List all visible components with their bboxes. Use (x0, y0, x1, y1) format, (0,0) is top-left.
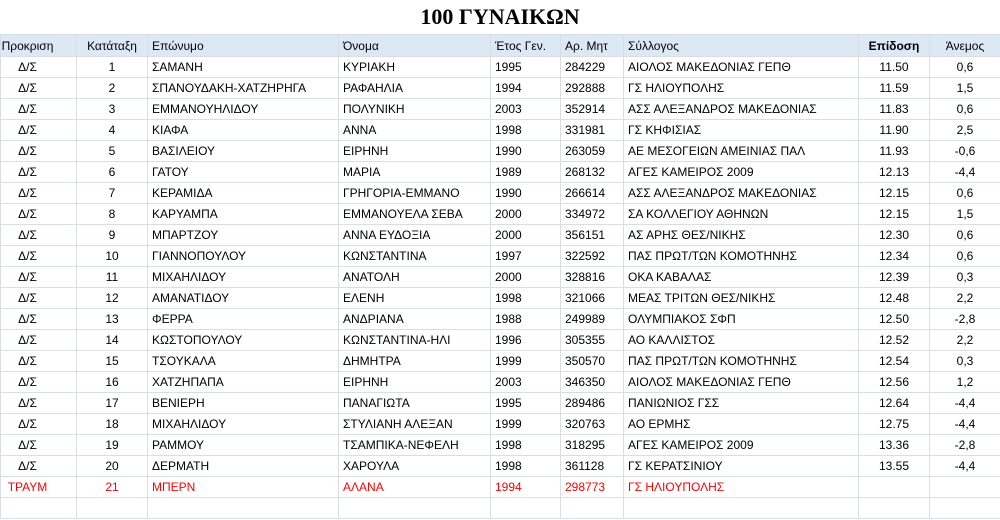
cell-surname[interactable]: ΜΠΕΡΝ (148, 477, 339, 498)
header-name[interactable]: Όνομα (339, 35, 491, 57)
cell-wind[interactable]: 2,5 (930, 120, 1000, 141)
header-performance[interactable]: Επίδοση (859, 35, 930, 57)
table-row (1, 204, 1000, 225)
cell-rank[interactable]: 13 (77, 309, 148, 330)
header-row (1, 35, 1000, 57)
empty-cell[interactable] (148, 498, 339, 519)
cell-birth-year[interactable]: 1995 (491, 393, 561, 414)
cell-birth-year[interactable]: 2000 (491, 204, 561, 225)
cell-rank[interactable]: 21 (77, 477, 148, 498)
empty-cell[interactable] (930, 498, 1000, 519)
cell-surname[interactable]: ΣΑΜΑΝΗ (148, 57, 339, 78)
cell-surname[interactable]: ΑΜΑΝΑΤΙΔΟΥ (148, 288, 339, 309)
cell-registration[interactable]: 305355 (561, 330, 624, 351)
cell-qualification[interactable]: Δ/Σ (1, 57, 77, 78)
cell-surname[interactable]: ΕΜΜΑΝΟΥΗΛΙΔΟΥ (148, 99, 339, 120)
cell-wind[interactable]: 0,6 (930, 183, 1000, 204)
header-registration[interactable]: Αρ. Μητ (561, 35, 624, 57)
cell-club[interactable]: ΣΑ ΚΟΛΛΕΓΙΟΥ ΑΘΗΝΩΝ (624, 204, 859, 225)
cell-club[interactable]: ΓΣ ΗΛΙΟΥΠΟΛΗΣ (624, 78, 859, 99)
cell-qualification[interactable]: Δ/Σ (1, 99, 77, 120)
cell-performance[interactable]: 12.48 (859, 288, 930, 309)
cell-club[interactable]: ΑΟ ΕΡΜΗΣ (624, 414, 859, 435)
cell-wind[interactable] (930, 477, 1000, 498)
title-row (0, 0, 1000, 35)
cell-qualification[interactable]: Δ/Σ (1, 330, 77, 351)
cell-name[interactable]: ΜΑΡΙΑ (339, 162, 491, 183)
cell-birth-year[interactable]: 1996 (491, 330, 561, 351)
header-surname[interactable]: Επώνυμο (148, 35, 339, 57)
cell-name[interactable]: ΕΙΡΗΝΗ (339, 372, 491, 393)
cell-birth-year[interactable]: 2003 (491, 99, 561, 120)
cell-qualification[interactable]: Δ/Σ (1, 246, 77, 267)
cell-registration[interactable]: 284229 (561, 57, 624, 78)
results-table (0, 34, 1000, 519)
empty-cell[interactable] (624, 498, 859, 519)
cell-rank[interactable]: 9 (77, 225, 148, 246)
cell-birth-year[interactable]: 1999 (491, 414, 561, 435)
cell-performance[interactable]: 11.50 (859, 57, 930, 78)
cell-wind[interactable]: 0,3 (930, 267, 1000, 288)
cell-rank[interactable]: 19 (77, 435, 148, 456)
cell-registration[interactable]: 322592 (561, 246, 624, 267)
cell-wind[interactable]: 0,3 (930, 351, 1000, 372)
table-row (1, 456, 1000, 477)
empty-cell[interactable] (77, 498, 148, 519)
cell-performance[interactable]: 12.39 (859, 267, 930, 288)
cell-qualification[interactable]: Δ/Σ (1, 162, 77, 183)
table-row (1, 99, 1000, 120)
cell-birth-year[interactable]: 1997 (491, 246, 561, 267)
empty-row (1, 498, 1000, 519)
cell-registration[interactable]: 331981 (561, 120, 624, 141)
cell-name[interactable]: ΚΩΝΣΤΑΝΤΙΝΑ (339, 246, 491, 267)
cell-rank[interactable]: 16 (77, 372, 148, 393)
cell-name[interactable]: ΕΛΕΝΗ (339, 288, 491, 309)
cell-qualification[interactable]: Δ/Σ (1, 456, 77, 477)
cell-performance[interactable]: 12.50 (859, 309, 930, 330)
cell-performance[interactable]: 13.55 (859, 456, 930, 477)
cell-performance[interactable]: 12.75 (859, 414, 930, 435)
cell-surname[interactable]: ΜΙΧΑΗΛΙΔΟΥ (148, 267, 339, 288)
cell-registration[interactable]: 318295 (561, 435, 624, 456)
cell-birth-year[interactable]: 2003 (491, 372, 561, 393)
cell-rank[interactable]: 20 (77, 456, 148, 477)
cell-rank[interactable]: 8 (77, 204, 148, 225)
cell-surname[interactable]: ΚΩΣΤΟΠΟΥΛΟΥ (148, 330, 339, 351)
cell-wind[interactable]: 0,6 (930, 99, 1000, 120)
cell-surname[interactable]: ΚΕΡΑΜΙΔΑ (148, 183, 339, 204)
cell-performance[interactable]: 12.64 (859, 393, 930, 414)
header-club[interactable]: Σύλλογος (624, 35, 859, 57)
cell-club[interactable]: ΠΑΝΙΩΝΙΟΣ ΓΣΣ (624, 393, 859, 414)
cell-wind[interactable]: 2,2 (930, 288, 1000, 309)
cell-club[interactable]: ΠΑΣ ΠΡΩΤ/ΤΩΝ ΚΟΜΟΤΗΝΗΣ (624, 246, 859, 267)
cell-surname[interactable]: ΔΕΡΜΑΤΗ (148, 456, 339, 477)
empty-cell[interactable] (339, 498, 491, 519)
cell-birth-year[interactable]: 1998 (491, 456, 561, 477)
cell-rank[interactable]: 10 (77, 246, 148, 267)
cell-name[interactable]: ΣΤΥΛΙΑΝΗ ΑΛΕΞΑΝ (339, 414, 491, 435)
cell-birth-year[interactable]: 1988 (491, 309, 561, 330)
table-row (1, 435, 1000, 456)
cell-wind[interactable]: -4,4 (930, 414, 1000, 435)
table-row (1, 78, 1000, 99)
cell-surname[interactable]: ΓΑΤΟΥ (148, 162, 339, 183)
cell-rank[interactable]: 7 (77, 183, 148, 204)
cell-birth-year[interactable]: 1995 (491, 57, 561, 78)
cell-qualification[interactable]: Δ/Σ (1, 267, 77, 288)
cell-registration[interactable]: 292888 (561, 78, 624, 99)
cell-qualification[interactable]: Δ/Σ (1, 183, 77, 204)
cell-club[interactable]: ΑΕ ΜΕΣΟΓΕΙΩΝ ΑΜΕΙΝΙΑΣ ΠΑΛ (624, 141, 859, 162)
cell-name[interactable]: ΑΝΑΤΟΛΗ (339, 267, 491, 288)
empty-cell[interactable] (1, 498, 77, 519)
cell-performance[interactable]: 12.13 (859, 162, 930, 183)
cell-registration[interactable]: 321066 (561, 288, 624, 309)
cell-registration[interactable]: 334972 (561, 204, 624, 225)
cell-rank[interactable]: 2 (77, 78, 148, 99)
cell-birth-year[interactable]: 1990 (491, 141, 561, 162)
cell-birth-year[interactable]: 1998 (491, 120, 561, 141)
cell-rank[interactable]: 18 (77, 414, 148, 435)
cell-performance[interactable]: 11.93 (859, 141, 930, 162)
cell-surname[interactable]: ΓΙΑΝΝΟΠΟΥΛΟΥ (148, 246, 339, 267)
cell-surname[interactable]: ΜΙΧΑΗΛΙΔΟΥ (148, 414, 339, 435)
cell-club[interactable]: ΑΓΕΣ ΚΑΜΕΙΡΟΣ 2009 (624, 435, 859, 456)
cell-rank[interactable]: 3 (77, 99, 148, 120)
cell-surname[interactable]: ΚΙΑΦΑ (148, 120, 339, 141)
cell-birth-year[interactable]: 1998 (491, 288, 561, 309)
cell-performance[interactable]: 12.52 (859, 330, 930, 351)
cell-club[interactable]: ΓΣ ΗΛΙΟΥΠΟΛΗΣ (624, 477, 859, 498)
cell-name[interactable]: ΕΙΡΗΝΗ (339, 141, 491, 162)
cell-rank[interactable]: 11 (77, 267, 148, 288)
cell-surname[interactable]: ΧΑΤΖΗΠΑΠΑ (148, 372, 339, 393)
cell-qualification[interactable]: Δ/Σ (1, 309, 77, 330)
sheet-title: 100 ΓΥΝΑΙΚΩΝ (420, 4, 580, 29)
cell-registration[interactable]: 268132 (561, 162, 624, 183)
cell-rank[interactable]: 4 (77, 120, 148, 141)
cell-qualification[interactable]: Δ/Σ (1, 393, 77, 414)
cell-qualification[interactable]: Δ/Σ (1, 372, 77, 393)
cell-wind[interactable]: -2,8 (930, 309, 1000, 330)
cell-performance[interactable]: 13.36 (859, 435, 930, 456)
cell-club[interactable]: ΑΓΕΣ ΚΑΜΕΙΡΟΣ 2009 (624, 162, 859, 183)
cell-wind[interactable]: 0,6 (930, 57, 1000, 78)
cell-birth-year[interactable]: 1990 (491, 183, 561, 204)
cell-wind[interactable]: -0,6 (930, 141, 1000, 162)
cell-wind[interactable]: 0,6 (930, 225, 1000, 246)
cell-club[interactable]: ΑΟ ΚΑΛΛΙΣΤΟΣ (624, 330, 859, 351)
cell-birth-year[interactable]: 1989 (491, 162, 561, 183)
cell-surname[interactable]: ΜΠΑΡΤΖΟΥ (148, 225, 339, 246)
table-row (1, 183, 1000, 204)
cell-wind[interactable]: 2,2 (930, 330, 1000, 351)
cell-name[interactable]: ΧΑΡΟΥΛΑ (339, 456, 491, 477)
cell-registration[interactable]: 298773 (561, 477, 624, 498)
cell-wind[interactable]: -4,4 (930, 456, 1000, 477)
cell-name[interactable]: ΚΥΡΙΑΚΗ (339, 57, 491, 78)
cell-surname[interactable]: ΣΠΑΝΟΥΔΑΚΗ-ΧΑΤΖΗΡΗΓΑ (148, 78, 339, 99)
cell-qualification[interactable]: Δ/Σ (1, 435, 77, 456)
cell-rank[interactable]: 14 (77, 330, 148, 351)
cell-name[interactable]: ΓΡΗΓΟΡΙΑ-ΕΜΜΑΝΟ (339, 183, 491, 204)
cell-rank[interactable]: 6 (77, 162, 148, 183)
cell-wind[interactable]: -2,8 (930, 435, 1000, 456)
table-row (1, 288, 1000, 309)
cell-qualification[interactable]: Δ/Σ (1, 78, 77, 99)
cell-registration[interactable]: 263059 (561, 141, 624, 162)
cell-name[interactable]: ΤΣΑΜΠΙΚΑ-ΝΕΦΕΛΗ (339, 435, 491, 456)
cell-name[interactable]: ΕΜΜΑΝΟΥΕΛΑ ΣΕΒΑ (339, 204, 491, 225)
cell-surname[interactable]: ΒΑΣΙΛΕΙΟΥ (148, 141, 339, 162)
table-row (1, 477, 1000, 498)
cell-birth-year[interactable]: 1998 (491, 435, 561, 456)
cell-club[interactable]: ΑΣΣ ΑΛΕΞΑΝΔΡΟΣ ΜΑΚΕΔΟΝΙΑΣ (624, 183, 859, 204)
cell-registration[interactable]: 328816 (561, 267, 624, 288)
table-row (1, 330, 1000, 351)
table-row (1, 393, 1000, 414)
cell-rank[interactable]: 12 (77, 288, 148, 309)
cell-name[interactable]: ΑΛΑΝΑ (339, 477, 491, 498)
cell-name[interactable]: ΡΑΦΑΗΛΙΑ (339, 78, 491, 99)
cell-performance[interactable]: 12.15 (859, 204, 930, 225)
cell-performance[interactable]: 12.56 (859, 372, 930, 393)
cell-performance[interactable]: 12.54 (859, 351, 930, 372)
table-row (1, 162, 1000, 183)
header-rank[interactable]: Κατάταξη (77, 35, 148, 57)
cell-registration[interactable]: 352914 (561, 99, 624, 120)
cell-club[interactable]: ΟΛΥΜΠΙΑΚΟΣ ΣΦΠ (624, 309, 859, 330)
cell-registration[interactable]: 346350 (561, 372, 624, 393)
cell-club[interactable]: ΠΑΣ ΠΡΩΤ/ΤΩΝ ΚΟΜΟΤΗΝΗΣ (624, 351, 859, 372)
cell-qualification[interactable]: Δ/Σ (1, 225, 77, 246)
cell-club[interactable]: ΜΕΑΣ ΤΡΙΤΩΝ ΘΕΣ/ΝΙΚΗΣ (624, 288, 859, 309)
cell-name[interactable]: ΠΑΝΑΓΙΩΤΑ (339, 393, 491, 414)
cell-birth-year[interactable]: 2000 (491, 225, 561, 246)
table-row (1, 372, 1000, 393)
table-row (1, 225, 1000, 246)
cell-club[interactable]: ΑΣ ΑΡΗΣ ΘΕΣ/ΝΙΚΗΣ (624, 225, 859, 246)
cell-name[interactable]: ΑΝΔΡΙΑΝΑ (339, 309, 491, 330)
cell-surname[interactable]: ΦΕΡΡΑ (148, 309, 339, 330)
empty-cell[interactable] (859, 498, 930, 519)
cell-surname[interactable]: ΡΑΜΜΟΥ (148, 435, 339, 456)
cell-rank[interactable]: 5 (77, 141, 148, 162)
cell-birth-year[interactable]: 1994 (491, 78, 561, 99)
table-row (1, 246, 1000, 267)
cell-performance[interactable]: 12.34 (859, 246, 930, 267)
cell-birth-year[interactable]: 1994 (491, 477, 561, 498)
cell-wind[interactable]: 1,5 (930, 78, 1000, 99)
table-row (1, 351, 1000, 372)
table-row (1, 141, 1000, 162)
cell-birth-year[interactable]: 1999 (491, 351, 561, 372)
cell-surname[interactable]: ΤΣΟΥΚΑΛΑ (148, 351, 339, 372)
cell-qualification[interactable]: Δ/Σ (1, 414, 77, 435)
header-wind[interactable]: Άνεμος (930, 35, 1000, 57)
cell-surname[interactable]: ΒΕΝΙΕΡΗ (148, 393, 339, 414)
cell-birth-year[interactable]: 2000 (491, 267, 561, 288)
cell-qualification[interactable]: Δ/Σ (1, 120, 77, 141)
cell-club[interactable]: ΓΣ ΚΕΡΑΤΣΙΝΙΟΥ (624, 456, 859, 477)
cell-name[interactable]: ΚΩΝΣΤΑΝΤΙΝΑ-ΗΛΙ (339, 330, 491, 351)
cell-performance[interactable] (859, 477, 930, 498)
cell-club[interactable]: ΟΚΑ ΚΑΒΑΛΑΣ (624, 267, 859, 288)
cell-surname[interactable]: ΚΑΡΥΑΜΠΑ (148, 204, 339, 225)
cell-name[interactable]: ΑΝΝΑ ΕΥΔΟΞΙΑ (339, 225, 491, 246)
cell-name[interactable]: ΑΝΝΑ (339, 120, 491, 141)
cell-wind[interactable]: 1,2 (930, 372, 1000, 393)
cell-club[interactable]: ΓΣ ΚΗΦΙΣΙΑΣ (624, 120, 859, 141)
cell-rank[interactable]: 17 (77, 393, 148, 414)
cell-qualification[interactable]: Δ/Σ (1, 141, 77, 162)
cell-qualification[interactable]: Δ/Σ (1, 288, 77, 309)
cell-registration[interactable]: 289486 (561, 393, 624, 414)
cell-wind[interactable]: -4,4 (930, 393, 1000, 414)
cell-registration[interactable]: 249989 (561, 309, 624, 330)
cell-wind[interactable]: -4,4 (930, 162, 1000, 183)
cell-qualification[interactable]: Δ/Σ (1, 351, 77, 372)
cell-registration[interactable]: 320763 (561, 414, 624, 435)
cell-rank[interactable]: 1 (77, 57, 148, 78)
cell-performance[interactable]: 11.90 (859, 120, 930, 141)
cell-wind[interactable]: 0,6 (930, 246, 1000, 267)
cell-performance[interactable]: 12.30 (859, 225, 930, 246)
cell-qualification[interactable]: Δ/Σ (1, 204, 77, 225)
cell-club[interactable]: ΑΙΟΛΟΣ ΜΑΚΕΔΟΝΙΑΣ ΓΕΠΘ (624, 57, 859, 78)
cell-name[interactable]: ΔΗΜΗΤΡΑ (339, 351, 491, 372)
table-row (1, 120, 1000, 141)
header-birth-year[interactable]: Έτος Γεν. (491, 35, 561, 57)
empty-cell[interactable] (491, 498, 561, 519)
cell-club[interactable]: ΑΣΣ ΑΛΕΞΑΝΔΡΟΣ ΜΑΚΕΔΟΝΙΑΣ (624, 99, 859, 120)
cell-wind[interactable]: 1,5 (930, 204, 1000, 225)
cell-registration[interactable]: 361128 (561, 456, 624, 477)
cell-performance[interactable]: 11.59 (859, 78, 930, 99)
cell-performance[interactable]: 11.83 (859, 99, 930, 120)
cell-registration[interactable]: 266614 (561, 183, 624, 204)
table-row (1, 267, 1000, 288)
empty-cell[interactable] (561, 498, 624, 519)
table-row (1, 414, 1000, 435)
cell-name[interactable]: ΠΟΛΥΝΙΚΗ (339, 99, 491, 120)
cell-club[interactable]: ΑΙΟΛΟΣ ΜΑΚΕΔΟΝΙΑΣ ΓΕΠΘ (624, 372, 859, 393)
table-row (1, 57, 1000, 78)
cell-qualification[interactable]: ΤΡΑΥΜ (1, 477, 77, 498)
cell-rank[interactable]: 15 (77, 351, 148, 372)
cell-registration[interactable]: 356151 (561, 225, 624, 246)
cell-performance[interactable]: 12.15 (859, 183, 930, 204)
header-qualification[interactable]: Προκριση (1, 35, 77, 57)
cell-registration[interactable]: 350570 (561, 351, 624, 372)
table-row (1, 309, 1000, 330)
